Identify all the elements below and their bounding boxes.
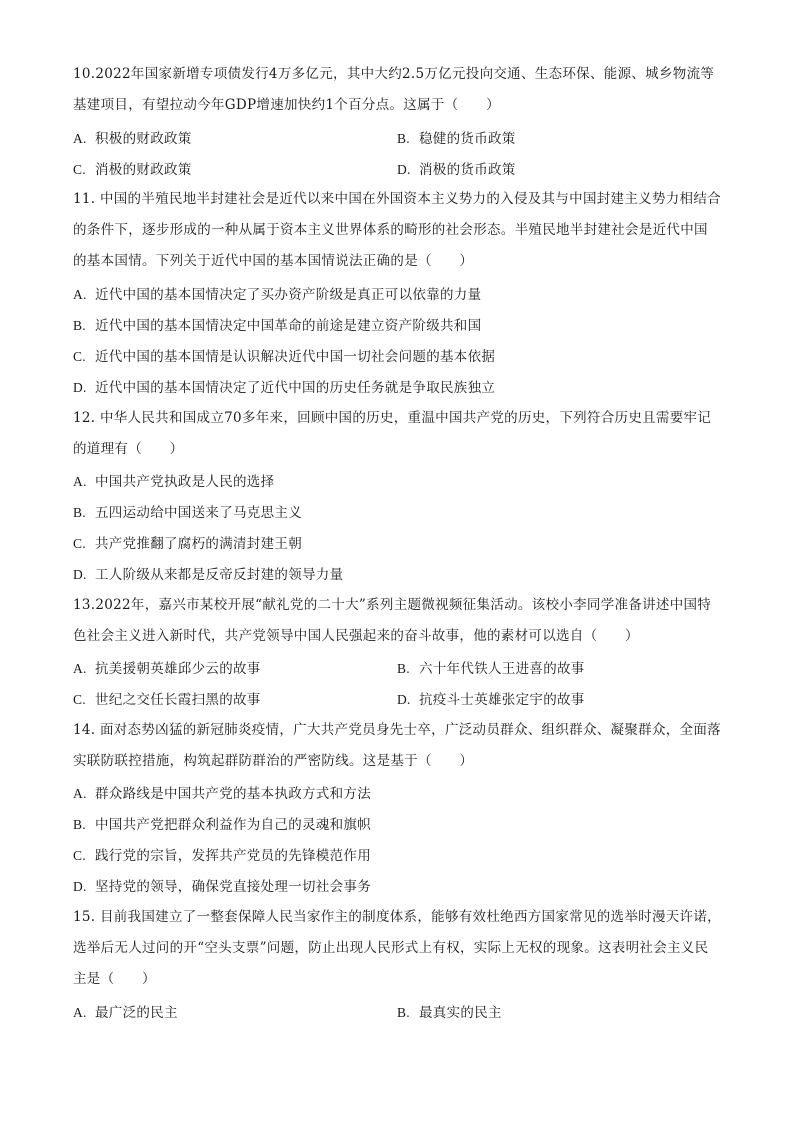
option-key: B.	[73, 318, 86, 333]
option-key: C.	[73, 848, 86, 863]
question-13-option-a	[73, 659, 261, 679]
option-key: A.	[73, 786, 87, 801]
question-11-stem: 11. 中国的半殖民地半封建社会是近代以来中国在外国资本主义势力的入侵及其与中国封建主义势力相结合的条件下，逐步形成的一种从属于资本主义世界体系的畸形的社会形态。半殖民地半封建社会是近代中国的基本国情。下列关于近代中国的基本国情说法正确的是（ ）	[73, 191, 721, 269]
question-12-option-b	[73, 503, 302, 523]
option-text: 稳健的货币政策	[419, 131, 516, 147]
question-10-option-d	[397, 160, 516, 180]
option-text: 践行党的宗旨，发挥共产党员的先锋模范作用	[95, 848, 371, 864]
option-text: 近代中国的基本国情决定了近代中国的历史任务就是争取民族独立	[95, 380, 496, 396]
option-key: C.	[73, 162, 86, 177]
option-text: 中国共产党把群众利益作为自己的灵魂和旗帜	[95, 817, 371, 833]
option-key: B.	[73, 817, 86, 832]
option-text: 积极的财政政策	[95, 131, 192, 147]
question-10-stem: 10.2022年国家新增专项债发行4万多亿元，其中大约2.5万亿元投向交通、生态环保、能源、城乡物流等基建项目，有望拉动今年GDP增速加快约1个百分点。这属于（ ）	[73, 66, 715, 113]
option-text: 共产党推翻了腐朽的满清封建王朝	[95, 536, 302, 552]
option-key: D.	[73, 380, 87, 395]
question-11-option-b	[73, 316, 481, 336]
option-text: 世纪之交任长霞扫黑的故事	[95, 692, 261, 708]
option-text: 中国共产党执政是人民的选择	[95, 474, 275, 490]
option-key: B.	[397, 1005, 410, 1020]
option-key: C.	[73, 692, 86, 707]
option-text: 近代中国的基本国情决定了买办资产阶级是真正可以依靠的力量	[95, 287, 482, 303]
option-key: D.	[73, 879, 87, 894]
option-text: 抗疫斗士英雄张定宇的故事	[419, 692, 585, 708]
question-11-option-d	[73, 378, 495, 398]
option-key: A.	[73, 661, 87, 676]
question-13-stem: 13.2022年，嘉兴市某校开展“献礼党的二十大”系列主题微视频征集活动。该校小李同学准备讲述中国特色社会主义进入新时代，共产党领导中国人民强起来的奋斗故事，他的素材可以选自（ ）	[73, 597, 712, 644]
question-15-stem: 15. 目前我国建立了一整套保障人民当家作主的制度体系，能够有效杜绝西方国家常见的选举时漫天许诺，选举后无人过问的开“空头支票”问题，防止出现人民形式上有权，实际上无权的现象。这表明社会主义民主是（ ）	[73, 909, 721, 987]
option-text: 近代中国的基本国情是认识解决近代中国一切社会问题的基本依据	[95, 349, 496, 365]
option-text: 坚持党的领导，确保党直接处理一切社会事务	[95, 879, 371, 895]
question-13-option-c	[73, 690, 261, 710]
option-text: 抗美援朝英雄邱少云的故事	[95, 661, 261, 677]
question-12-option-d	[73, 565, 343, 585]
option-text: 最广泛的民主	[95, 1005, 178, 1021]
option-key: A.	[73, 474, 87, 489]
option-key: B.	[73, 505, 86, 520]
question-14-option-d	[73, 877, 371, 897]
option-text: 五四运动给中国送来了马克思主义	[95, 505, 302, 521]
option-text: 群众路线是中国共产党的基本执政方式和方法	[95, 786, 371, 802]
question-14-stem: 14. 面对态势凶猛的新冠肺炎疫情，广大共产党员身先士卒，广泛动员群众、组织群众、凝聚群众，全面落实联防联控措施，构筑起群防群治的严密防线。这是基于（ ）	[73, 722, 721, 769]
option-key: C.	[73, 536, 86, 551]
option-key: B.	[397, 661, 410, 676]
option-text: 消极的货币政策	[419, 162, 516, 178]
question-12-option-c	[73, 534, 302, 554]
question-15-option-a	[73, 1003, 178, 1023]
question-13-option-d	[397, 690, 585, 710]
question-10-option-a	[73, 129, 192, 149]
question-11-option-c	[73, 347, 495, 367]
option-key: A.	[73, 131, 87, 146]
option-key: D.	[73, 567, 87, 582]
option-text: 六十年代铁人王进喜的故事	[419, 661, 585, 677]
option-key: D.	[397, 692, 411, 707]
question-14-option-b	[73, 815, 371, 835]
question-10-option-c	[73, 160, 192, 180]
option-key: D.	[397, 162, 411, 177]
option-text: 消极的财政政策	[95, 162, 192, 178]
option-text: 工人阶级从来都是反帝反封建的领导力量	[95, 567, 344, 583]
question-10-option-b	[397, 129, 516, 149]
question-15-option-b	[397, 1003, 502, 1023]
option-text: 最真实的民主	[419, 1005, 502, 1021]
option-key: A.	[73, 1005, 87, 1020]
question-14-option-a	[73, 784, 371, 804]
question-12-stem: 12. 中华人民共和国成立70多年来，回顾中国的历史，重温中国共产党的历史，下列符合历史且需要牢记的道理有（ ）	[73, 410, 712, 457]
question-13-option-b	[397, 659, 585, 679]
question-14-option-c	[73, 846, 371, 866]
option-key: B.	[397, 131, 410, 146]
question-12-option-a	[73, 472, 274, 492]
question-11-option-a	[73, 285, 481, 305]
option-key: A.	[73, 287, 87, 302]
option-text: 近代中国的基本国情决定中国革命的前途是建立资产阶级共和国	[95, 318, 482, 334]
option-key: C.	[73, 349, 86, 364]
